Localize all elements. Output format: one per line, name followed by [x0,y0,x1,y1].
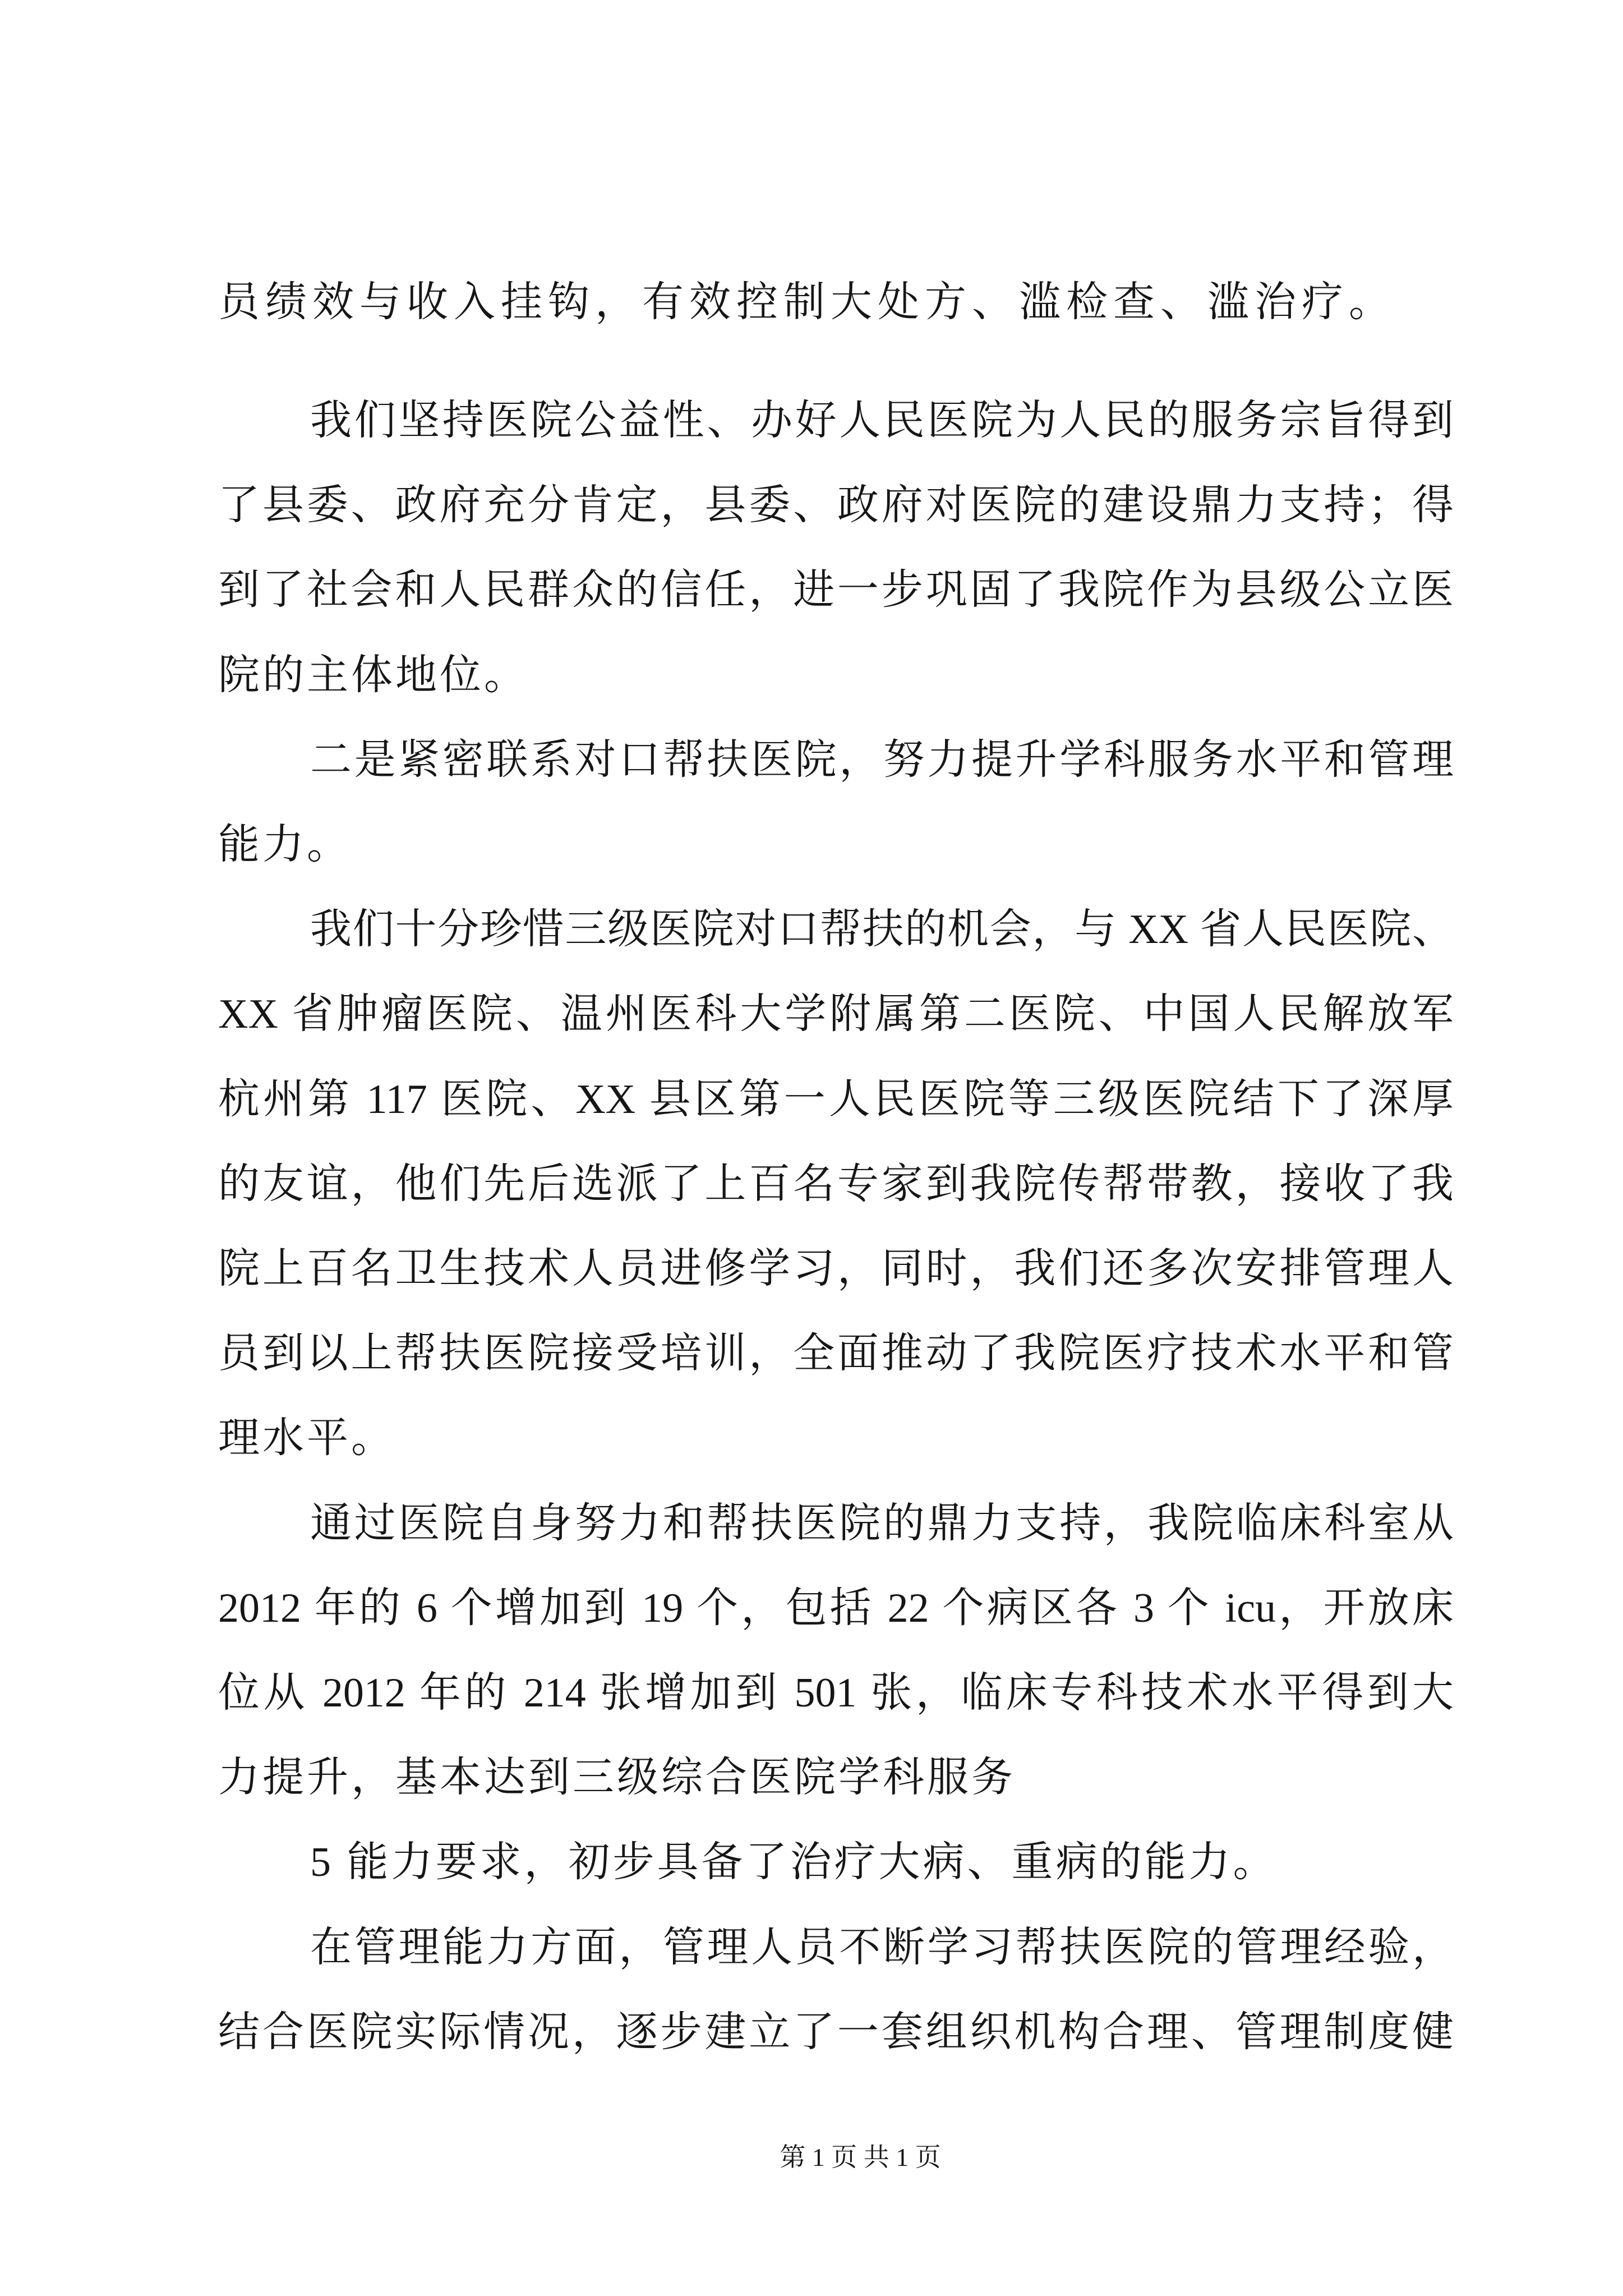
text-line: 的友谊，他们先后选派了上百名专家到我院传帮带教，接收了我 [218,1161,1454,1207]
text-line: 杭州第 117 医院、XX 县区第一人民医院等三级医院结下了深厚 [218,1076,1454,1122]
text-line: 我们坚持医院公益性、办好人民医院为人民的服务宗旨得到 [310,398,1454,444]
text-line: XX 省肿瘤医院、温州医科大学附属第二医院、中国人民解放军 [218,991,1454,1037]
text-line: 院的主体地位。 [218,652,528,698]
text-line: 院上百名卫生技术人员进修学习，同时，我们还多次安排管理人 [218,1246,1454,1292]
text-line: 了县委、政府充分肯定，县委、政府对医院的建设鼎力支持；得 [218,482,1454,528]
text-line: 2012 年的 6 个增加到 19 个，包括 22 个病区各 3 个 icu，开放床 [218,1585,1454,1631]
text-line: 结合医院实际情况，逐步建立了一套组织机构合理、管理制度健 [218,2009,1454,2055]
text-line: 能力。 [218,822,351,868]
text-line: 二是紧密联系对口帮扶医院，努力提升学科服务水平和管理 [310,737,1454,783]
text-line: 我们十分珍惜三级医院对口帮扶的机会，与 XX 省人民医院、 [310,907,1454,953]
text-line: 5 能力要求，初步具备了治疗大病、重病的能力。 [310,1839,1278,1885]
text-line: 员绩效与收入挂钩，有效控制大处方、滥检查、滥治疗。 [218,279,1396,325]
text-line: 员到以上帮扶医院接受培训，全面推动了我院医疗技术水平和管 [218,1331,1454,1377]
text-line: 在管理能力方面，管理人员不断学习帮扶医院的管理经验， [310,1925,1454,1971]
text-line: 位从 2012 年的 214 张增加到 501 张，临床专科技术水平得到大 [218,1670,1454,1716]
page-number-footer: 第 1 页 共 1 页 [780,2143,941,2171]
text-line: 通过医院自身努力和帮扶医院的鼎力支持，我院临床科室从 [310,1501,1454,1547]
text-line: 到了社会和人民群众的信任，进一步巩固了我院作为县级公立医 [218,567,1454,613]
text-line: 力提升，基本达到三级综合医院学科服务 [218,1755,1016,1801]
text-line: 理水平。 [218,1415,395,1461]
